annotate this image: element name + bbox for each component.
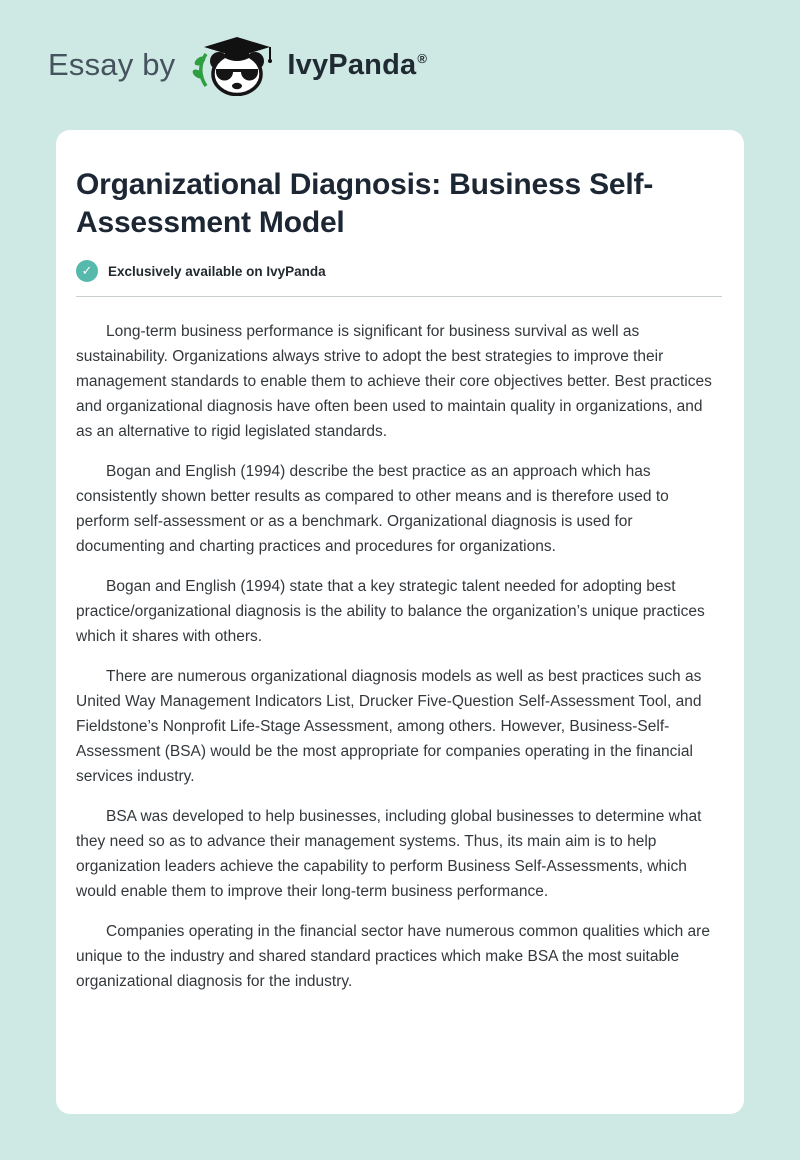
divider <box>76 296 722 297</box>
site-header <box>0 0 800 130</box>
brand-name: IvyPanda® <box>287 48 428 81</box>
availability-row <box>76 260 722 282</box>
ivypanda-logo[interactable] <box>191 34 427 96</box>
essay-paragraph: Bogan and English (1994) state that a key strategic talent needed for adopting best practice/organizational diagnosis is the ability to balance the organization’s unique practices which it shares with others. <box>76 578 705 646</box>
essay-card <box>56 130 744 1114</box>
checkmark-icon: ✓ <box>76 260 98 282</box>
essay-by-label: Essay by <box>48 47 176 82</box>
essay-paragraph: BSA was developed to help businesses, including global businesses to determine what they need so as to advance their management systems. Thus, its main aim is to help organization leaders achieve the capability to perform Business Self-Assessments, which would enable them to improve their long-term business performance. <box>76 808 702 901</box>
essay-paragraph: There are numerous organizational diagnosis models as well as best practices such as United Way Management Indicators List, Drucker Five-Question Self-Assessment Tool, and Fieldstone’s Nonprofit Life-Stage Assessment, among others. However, Business-Self-Assessment (BSA) would be the most appropriate for companies operating in the financial services industry. <box>76 668 702 786</box>
essay-body <box>76 319 722 994</box>
essay-paragraph: Bogan and English (1994) describe the best practice as an approach which has consistently shown better results as compared to other means and is therefore used to perform self-assessment or as a benchmark. Organizational diagnosis is used for documenting and charting practices and procedures for organizations. <box>76 463 669 556</box>
panda-graduate-icon <box>191 34 277 96</box>
essay-paragraph: Companies operating in the financial sector have numerous common qualities which are unique to the industry and shared standard practices which make BSA the most suitable organizational diagnosis for the industry. <box>76 923 710 991</box>
essay-title: Organizational Diagnosis: Business Self-Assessment Model <box>76 168 654 240</box>
essay-paragraph: Long-term business performance is significant for business survival as well as sustainability. Organizations always strive to adopt the best strategies to improve their management standards to enable them to achieve their core objectives better. Best practices and organizational diagnosis have often been used to maintain quality in organizations, and as an alternative to rigid legislated standards. <box>76 323 712 441</box>
registered-mark: ® <box>417 50 428 66</box>
availability-label: Exclusively available on IvyPanda <box>108 263 326 279</box>
